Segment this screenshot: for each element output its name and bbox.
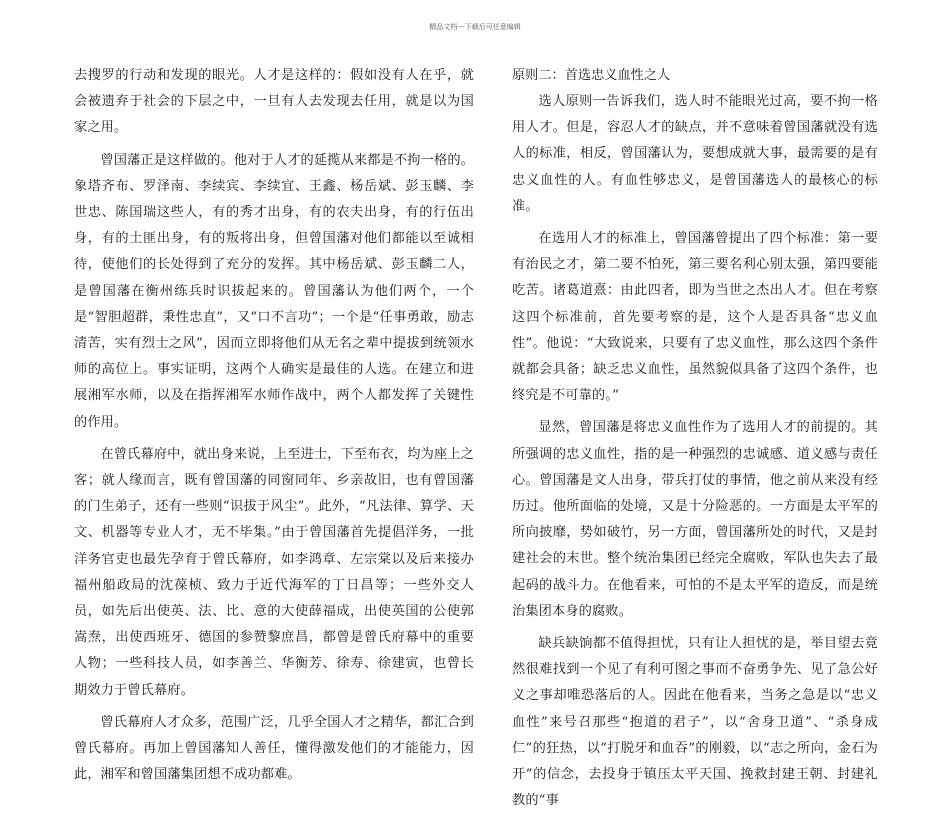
right-column	[512, 63, 878, 820]
page-header: 精品文档---下载后可任意编辑	[429, 23, 521, 31]
section-heading: 原则二：首选忠义血性之人	[512, 68, 671, 83]
left-column	[74, 63, 474, 794]
left-paragraph-1: 去搜罗的行动和发现的眼光。人才是这样的：假如没有人在乎，就会被遗弃于社会的下层之中，一旦有人去发现去任用，就是以为国家之用。	[74, 68, 474, 136]
left-paragraph-4: 曾氏幕府人才众多，范围广泛，几乎全国人才之精华，都汇合到曾氏幕府。再加上曾国藩知人善任，懂得激发他们的才能能力，因此，湘军和曾国藩集团想不成功都难。	[74, 714, 474, 783]
left-paragraph-2: 曾国藩正是这样做的。他对于人才的延揽从来都是不拘一格的。象塔齐布、罗泽南、李续宾、李续宜、王鑫、杨岳斌、彭玉麟、李世忠、陈国瑞这些人，有的秀才出身，有的农夫出身，有的行伍出身，有的土匪出身，有的叛将出身，但曾国藩对他们都能以至诚相待，使他们的长处得到了充分的发挥。其中杨岳斌、彭玉麟二人，是曾国藩在衡州练兵时识拔起来的。曾国藩认为他们两个，一个是“智胆超群，秉性忠直”，又“口不言功”；一个是“任事勇敢，励志清苦，实有烈士之风”，因而立即将他们从无名之辈中提拔到统领水师的高位上。事实证明，这两个人确实是最佳的人选。在建立和进展湘军水师，以及在指挥湘军水师作战中，两个人都发挥了关键性的作用。	[74, 152, 474, 430]
left-paragraph-3: 在曾氏幕府中，就出身来说，上至进士，下至布衣，均为座上之客；就人缘而言，既有曾国藩的同窗同年、乡亲故旧，也有曾国藩的门生弟子，还有一些则“识拔于风尘”。此外，“凡法律、算学、天文、机器等专业人才，无不毕集。”由于曾国藩首先提倡洋务，一批洋务官吏也最先孕育于曾氏幕府，如李鸿章、左宗棠以及后来接办福州船政局的沈葆桢、致力于近代海军的丁日昌等；一些外交人员，如先后出使英、法、比、意的大使薛福成，出使英国的公使郭嵩焘，出使西班牙、德国的参赞黎庶昌，都曾是曾氏府幕中的重要人物；一些科技人员，如李善兰、华衡芳、徐寿、徐建寅，也曾长期效力于曾氏幕府。	[74, 446, 474, 698]
right-paragraph-4: 缺兵缺饷都不值得担忧，只有让人担忧的是，举目望去竟然很难找到一个见了有利可图之事而不奋勇争先、见了急公好义之事却唯恐落后的人。因此在他看来，当务之急是以“忠义血性”来号召那些“抱道的君子”，以“舍身卫道”、“杀身成仁”的狂热，以“打脱牙和血吞”的刚毅，以“志之所向，金石为开”的信念，去投身于镇压太平天国、挽救封建王朝、封建礼教的“事	[512, 636, 878, 809]
right-paragraph-1: 选人原则一告诉我们，选人时不能眼光过高，要不拘一格用人才。但是，容忍人才的缺点，并不意味着曾国藩就没有选人的标准，相反，曾国藩认为，要想成就大事，最需要的是有忠义血性的人。有血性够忠义，是曾国藩选人的最核心的标准。	[512, 94, 878, 214]
right-paragraph-3: 显然，曾国藩是将忠义血性作为了选用人才的前提的。其所强调的忠义血性，指的是一种强烈的忠诚感、道义感与责任心。曾国藩是文人出身，带兵打仗的事情，他之前从来没有经历过。他所面临的处境，又是十分险恶的。一方面是太平军的所向披靡，势如破竹，另一方面，曾国藩所处的时代，又是封建社会的末世。整个统治集团已经完全腐败，军队也失去了最起码的战斗力。在他看来，可怕的不是太平军的造反，而是统治集团本身的腐败。	[512, 420, 878, 619]
right-paragraph-2: 在选用人才的标准上，曾国藩曾提出了四个标准：第一要有治民之才，第二要不怕死，第三要名利心别太强，第四要能吃苦。诸葛道熹：由此四者，即为当世之杰出人才。但在考察这四个标准前，首先要考察的是，这个人是否具备“忠义血性”。他说：“大致说来，只要有了忠义血性，那么这四个条件就都会具备；缺乏忠义血性，虽然貌似具备了这四个条件，也终究是不可靠的。”	[512, 231, 878, 404]
